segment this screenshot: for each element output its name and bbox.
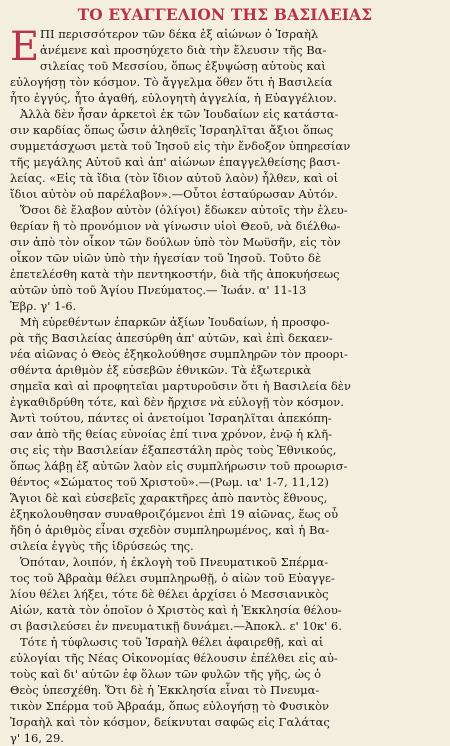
text-line: ἀνέμενε καὶ προσηύχετο διὰ τὴν ἔλευσιν τῆς Βα-	[40, 43, 327, 57]
text-line: Ὅσοι δὲ ἔλαβον αὐτὸν (ὀλίγοι) ἔδωκεν αὐτοῖς τὴν ἐλευ-	[20, 203, 348, 217]
text-line: σιλεία ἐγγὺς τῆς ἱδρύσεώς της.	[10, 539, 194, 553]
text-line: αὐτῶν ὑπὸ τοῦ Ἁγίου Πνεύματος.— Ἰωάν. α' 11-13	[10, 283, 307, 297]
text-line: σθέντα ἀριθμὸν ἐξ εὐσεβῶν ἐθνικῶν. Τὰ ἐξωτερικὰ	[10, 363, 312, 377]
first-paragraph	[10, 26, 440, 74]
text-line: σιλείας τοῦ Μεσσίου, ὅπως ἐξυψώσῃ αὐτοὺς καὶ	[40, 59, 326, 73]
text-line: ἤδη ὁ ἀριθμὸς εἶναι σχεδὸν συμπληρωμένος, καὶ ἡ Βα-	[10, 523, 330, 537]
text-line: σις εἰς τὴν Βασιλείαν ἐξαπεστάλη πρὸς τοὺς Ἐθνικούς,	[10, 443, 337, 457]
text-line: σαν ἀπὸ τῆς θείας εὐνοίας ἐπί τινα χρόνον, ἐνῷ ἡ κλῆ-	[10, 427, 333, 441]
text-line: εὐλογίαι τῆς Νέας Οἰκονομίας θέλουσιν ἐπέλθει εἰς αὐ-	[10, 651, 338, 665]
text-line: ἐγκαθιδρύθη τότε, καὶ δὲν ἤρχισε νὰ εὐλογῇ τὸν κόσμον.	[10, 395, 344, 409]
text-line: ὅπως λάβῃ ἐξ αὐτῶν λαὸν εἰς συμπλήρωσιν τοῦ προωρισ-	[10, 459, 348, 473]
text-line: τῆς μεγάλης Αὐτοῦ καὶ ἀπ' αἰώνων ἐπαγγελθείσης βασι-	[10, 155, 341, 169]
text-line: Θεὸς ὑπεσχέθη. Ὅτι δὲ ἡ Ἐκκλησία εἶναι τὸ Πνευμα-	[10, 683, 320, 697]
text-line: λίου θέλει λήξει, τότε δὲ θέλει ἀρχίσει ὁ Μεσσιανικὸς	[10, 587, 329, 601]
text-line: Ἰσραὴλ καὶ τὸν κόσμον, δείκνυται σαφῶς εἰς Γαλάτας	[10, 715, 330, 729]
drop-cap-lines	[40, 26, 440, 74]
text-line: θερίαν ἢ τὸ προνόμιον νὰ γίνωσιν υἱοὶ Θεοῦ, νὰ διέλθω-	[10, 219, 341, 233]
text-line: ρὰ τῆς Βασιλείας ἀπεσύρθη ἀπ' αὐτῶν, καὶ ἐπὶ δεκαεν-	[10, 331, 333, 345]
text-line: τοὺς καὶ δι' αὐτῶν ἐφ ὅλων τῶν φυλῶν τῆς γῆς, ὡς ὁ	[10, 667, 321, 681]
drop-cap: Ε	[10, 24, 40, 70]
text-line: Ἑβρ. γ' 1-6.	[10, 299, 77, 313]
text-line: σιν ἀπὸ τὸν οἶκον τῶν δούλων ὑπὸ τὸν Μωϋσῆν, εἰς τὸν	[10, 235, 341, 249]
text-line: σι βασιλεύσει ἐν πνευματικῇ δυνάμει.—Ἀποκλ. ε' 10κ' 6.	[10, 619, 342, 633]
text-line: Ὁπόταν, λοιπόν, ἡ ἐκλογὴ τοῦ Πνευματικοῦ Σπέρμα-	[20, 555, 329, 569]
text-line: σιν καρδίας ὅπως ὦσιν ἀληθεῖς Ἰσραηλῖται ἄξιοι ὅπως	[10, 123, 334, 137]
text-line: Μὴ εὑρεθέντων ἐπαρκῶν ἀξίων Ἰουδαίων, ἡ προσφο-	[20, 315, 330, 329]
text-line: νέα αἰῶνας ὁ Θεὸς ἐξηκολούθησε συμπληρῶν τὸν προορι-	[10, 347, 348, 361]
text-line: ἦτο ἐγγύς, ἦτο ἀγαθή, εὐλογητὴ ἀγγελία, ἡ Εὐαγγέλιον.	[10, 91, 337, 105]
text-line: σημεῖα καὶ αἱ προφητεῖαι μαρτυροῦσιν ὅτι ἡ Βασιλεία δὲν	[10, 379, 351, 393]
text-line: Ἅγιοι δὲ καὶ εὐσεβεῖς χαρακτῆρες ἀπὸ παντὸς ἔθνους,	[10, 491, 328, 505]
text-line: Τότε ἡ τύφλωσις τοῦ Ἰσραὴλ θέλει ἀφαιρεθῇ, καὶ αἱ	[20, 635, 324, 649]
text-line: ἴδιοι αὐτὸν οὐ παρέλαβον».—Οὗτοι ἐσταύρωσαν Αὐτόν.	[10, 187, 338, 201]
text-line: οἶκον τῶν υἱῶν ὑπὸ τὴν ἡγεσίαν τοῦ Ἰησοῦ. Τοῦτο δὲ	[10, 251, 322, 265]
text-line: τικὸν Σπέρμα τοῦ Ἀβραάμ, ὅπως εὐλογήσῃ τὸ Φυσικὸν	[10, 699, 329, 713]
page-title: ΤΟ ΕΥΑΓΓΕΛΙΟΝ ΤΗΣ ΒΑΣΙΛΕΙΑΣ	[77, 6, 373, 24]
text-line: Ἀλλὰ δὲν ἦσαν ἀρκετοὶ ἐκ τῶν Ἰουδαίων εἰς κατάστα-	[20, 107, 339, 121]
text-line: τος τοῦ Ἀβραὰμ θέλει συμπληρωθῇ, ὁ αἰὼν τοῦ Εὐαγγε-	[10, 571, 335, 585]
text-line: ἐξηκολουθησαν συναθροιζόμενοι ἐπὶ 19 αἰῶνας, ἕως οὗ	[10, 507, 339, 521]
text-line: λείας. «Εἰς τὰ ἴδια (τὸν ἴδιον αὐτοῦ λαὸν) ἦλθεν, καὶ οἱ	[10, 171, 339, 185]
text-line: εὐλογήσῃ τὸν κόσμον. Τὸ ἄγγελμα ὅθεν ὅτι ἡ Βασιλεία	[10, 75, 333, 89]
text-line: συμμετάσχωσι μετὰ τοῦ Ἰησοῦ εἰς τὴν ἔνδοξον ὑπηρεσίαν	[10, 139, 351, 153]
text-line: γ' 16, 29.	[10, 731, 64, 745]
text-line: ΠΙ περισσότερον τῶν δέκα ἐξ αἰώνων ὁ Ἰσραὴλ	[40, 27, 319, 41]
text-line: θέντος «Σώματος τοῦ Χριστοῦ».—(Ρωμ. ια' 1-7, 11,12)	[10, 475, 329, 489]
article-body	[10, 74, 440, 746]
text-line: Ἀντὶ τούτου, πάντες οἱ ἀνετοίμοι Ἰσραηλῖται ἀπεκόπη-	[10, 411, 332, 425]
text-line: Αἰών, κατὰ τὸν ὁποῖον ὁ Χριστὸς καὶ ἡ Ἐκκλησία θέλου-	[10, 603, 342, 617]
text-line: ἐπετελέσθη κατὰ τὴν πεντηκοστήν, διὰ τῆς ἀποκυήσεως	[10, 267, 340, 281]
